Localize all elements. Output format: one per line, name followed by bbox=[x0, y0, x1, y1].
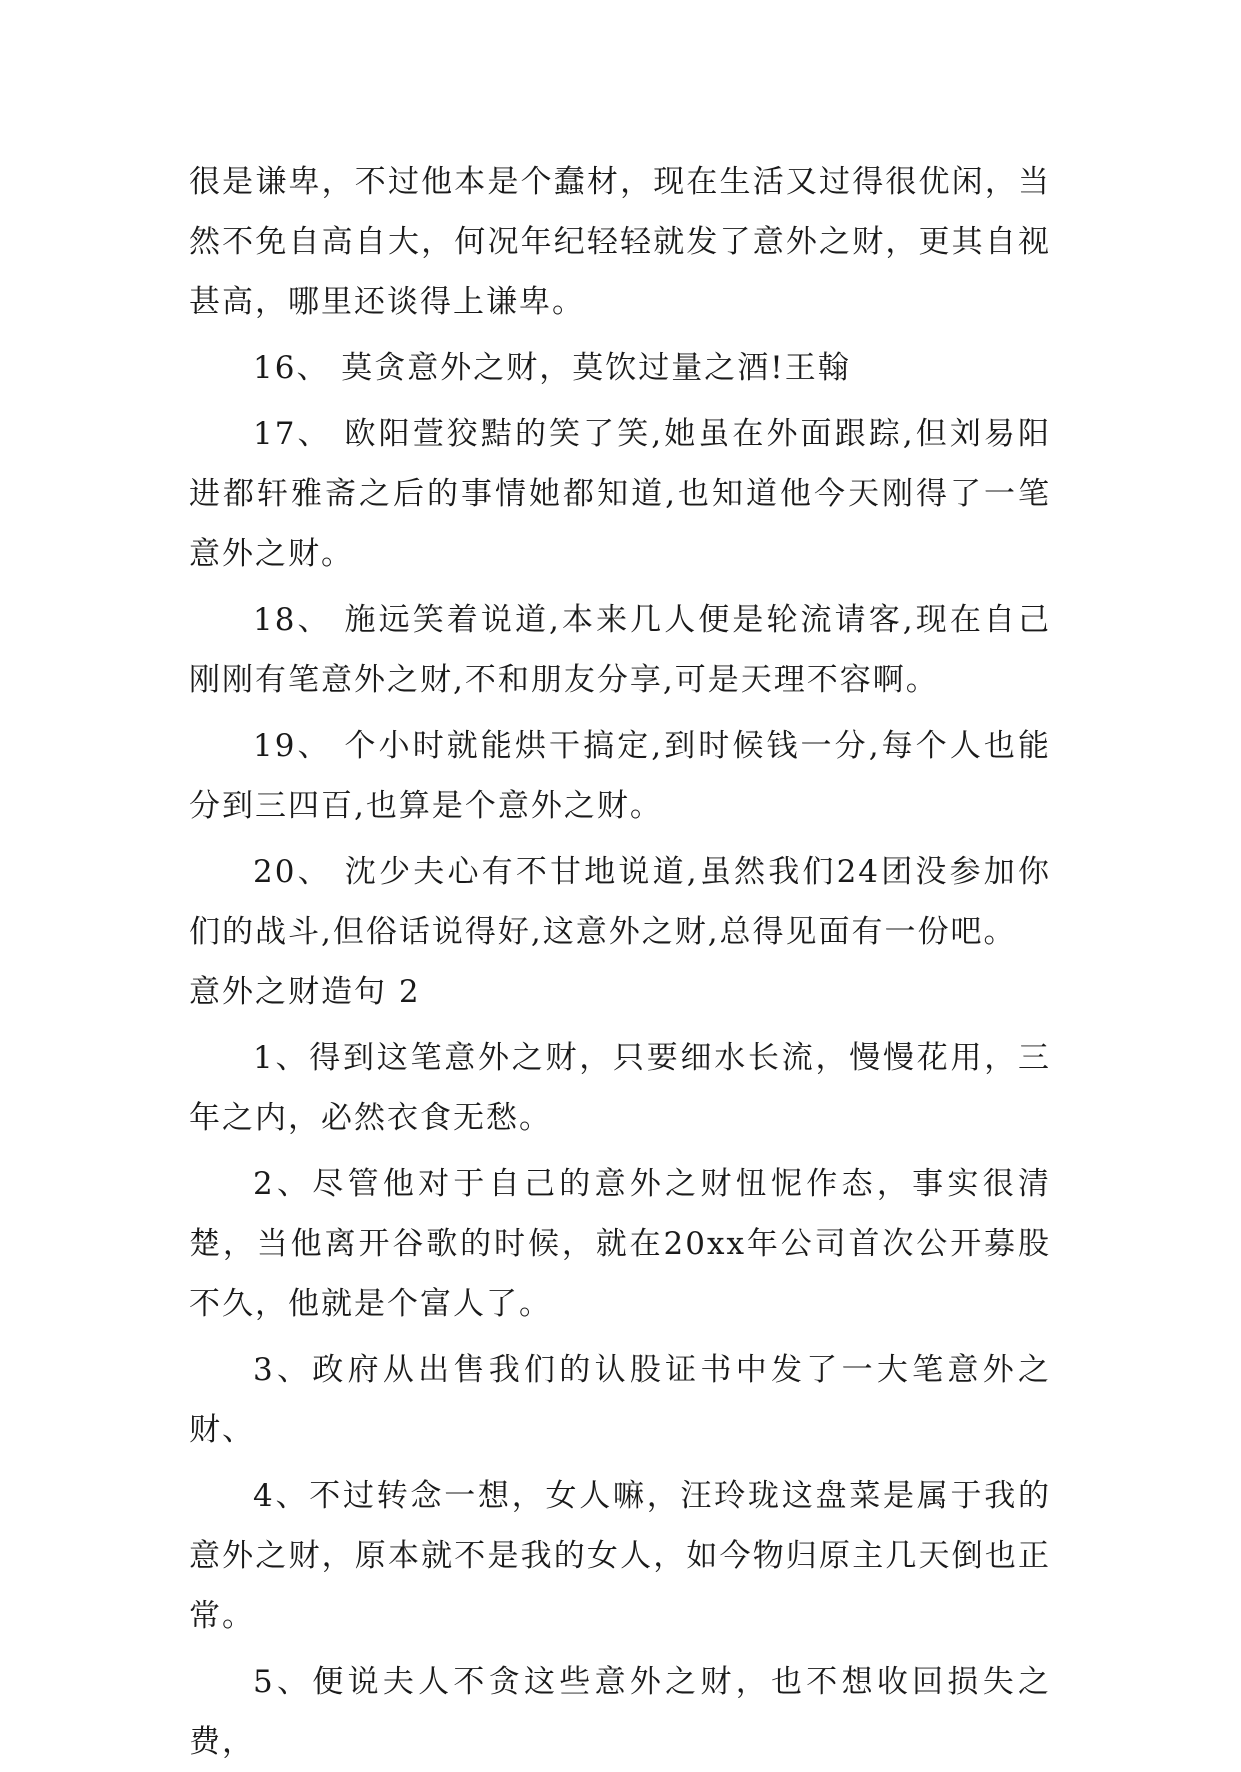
list-item-16: 16、 莫贪意外之财，莫饮过量之酒!王翰 bbox=[253, 350, 851, 386]
section-item-3: 3、政府从出售我们的认股证书中发了一大笔意外之财、 bbox=[189, 1352, 1051, 1448]
list-item-18: 18、 施远笑着说道,本来几人便是轮流请客,现在自己刚刚有笔意外之财,不和朋友分享,可是天理不容啊。 bbox=[189, 602, 1051, 698]
section-item-5: 5、便说夫人不贪这些意外之财，也不想收回损失之费， bbox=[189, 1664, 1051, 1760]
document-body bbox=[189, 152, 1051, 1772]
section-item-4: 4、不过转念一想，女人嘛，汪玲珑这盘菜是属于我的意外之财，原本就不是我的女人，如今物归原主几天倒也正常。 bbox=[189, 1478, 1051, 1634]
section-item-2: 2、尽管他对于自己的意外之财忸怩作态，事实很清楚，当他离开谷歌的时候，就在20xx年公司首次公开募股不久，他就是个富人了。 bbox=[189, 1166, 1051, 1322]
section-heading: 意外之财造句 2 bbox=[189, 974, 421, 1010]
paragraph-continued: 很是谦卑，不过他本是个蠢材，现在生活又过得很优闲，当然不免自高自大，何况年纪轻轻就发了意外之财，更其自视甚高，哪里还谈得上谦卑。 bbox=[189, 164, 1051, 320]
list-item-17: 17、 欧阳萱狡黠的笑了笑,她虽在外面跟踪,但刘易阳进都轩雅斋之后的事情她都知道,也知道他今天刚得了一笔意外之财。 bbox=[189, 416, 1051, 572]
section-item-1: 1、得到这笔意外之财，只要细水长流，慢慢花用，三年之内，必然衣食无愁。 bbox=[189, 1040, 1051, 1136]
list-item-19: 19、 个小时就能烘干搞定,到时候钱一分,每个人也能分到三四百,也算是个意外之财。 bbox=[189, 728, 1051, 824]
list-item-20: 20、 沈少夫心有不甘地说道,虽然我们24团没参加你们的战斗,但俗话说得好,这意外之财,总得见面有一份吧。 bbox=[189, 854, 1051, 950]
